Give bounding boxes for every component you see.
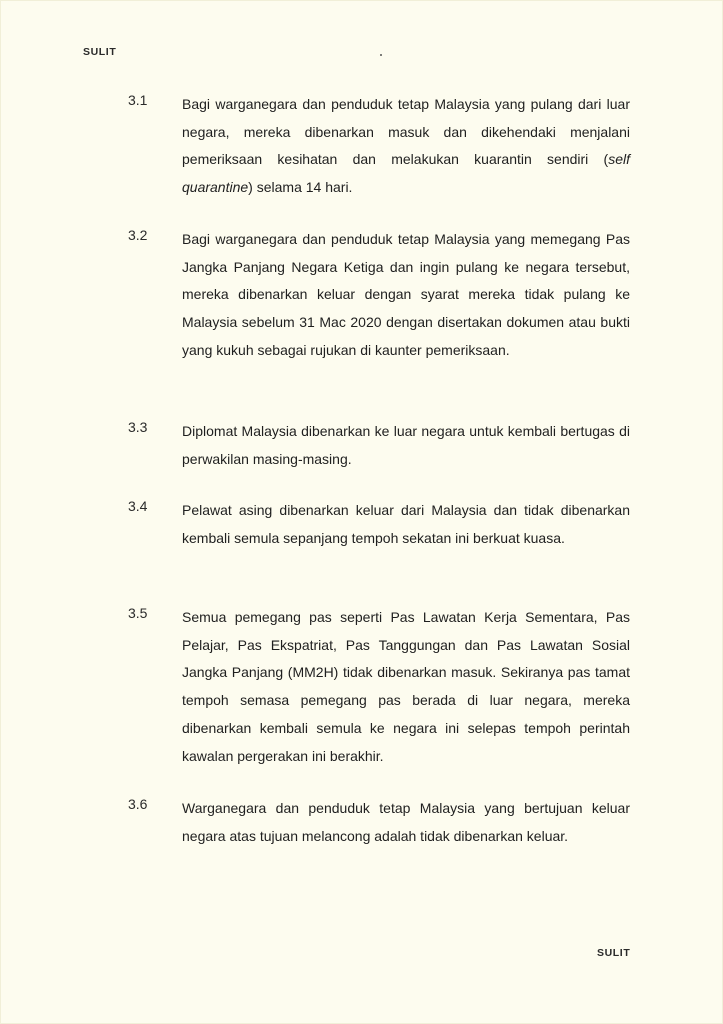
clause-text: Diplomat Malaysia dibenarkan ke luar negara untuk kembali bertugas di perwakilan masing-masing. xyxy=(182,423,630,467)
scan-speck xyxy=(380,54,382,56)
clause-text xyxy=(182,91,630,202)
clause-text: Warganegara dan penduduk tetap Malaysia yang bertujuan keluar negara atas tujuan melancong adalah tidak dibenarkan keluar. xyxy=(182,800,630,844)
clause-number: 3.4 xyxy=(128,498,148,514)
clause-number: 3.3 xyxy=(128,419,148,435)
clause-number: 3.1 xyxy=(128,92,148,108)
clause-text-italic: self quarantine xyxy=(182,151,630,196)
footer-classification-mark: SULIT xyxy=(597,947,631,959)
clause-text-part: Bagi warganegara dan penduduk tetap Malaysia yang pulang dari luar negara, mereka dibenarkan masuk dan dikehendaki menjalani pemeriksaan kesihatan dan melakukan kuarantin sendiri ( xyxy=(182,96,630,168)
clause-number: 3.5 xyxy=(128,605,148,621)
clause-text: Semua pemegang pas seperti Pas Lawatan Kerja Sementara, Pas Pelajar, Pas Ekspatriat, Pas Tanggungan dan Pas Lawatan Sosial Jangka Panjang (MM2H) tidak dibenarkan masuk. Sekiranya pas tamat tempoh semasa pemegang pas berada di luar negara, mereka dibenarkan kembali semula ke negara ini selepas tempoh perintah kawalan pergerakan ini berakhir. xyxy=(182,609,630,764)
clause-number: 3.6 xyxy=(128,796,148,812)
clause-text-part: ) selama 14 hari. xyxy=(248,179,353,196)
clause-text: Bagi warganegara dan penduduk tetap Malaysia yang memegang Pas Jangka Panjang Negara Ketiga dan ingin pulang ke negara tersebut, mereka dibenarkan keluar dengan syarat mereka tidak pulang ke Malaysia sebelum 31 Mac 2020 dengan disertakan dokumen atau bukti yang kukuh sebagai rujukan di kaunter pemeriksaan. xyxy=(182,231,630,358)
clause-number: 3.2 xyxy=(128,227,148,243)
header-classification-mark: SULIT xyxy=(83,46,117,58)
clause-text: Pelawat asing dibenarkan keluar dari Malaysia dan tidak dibenarkan kembali semula sepanjang tempoh sekatan ini berkuat kuasa. xyxy=(182,502,630,546)
